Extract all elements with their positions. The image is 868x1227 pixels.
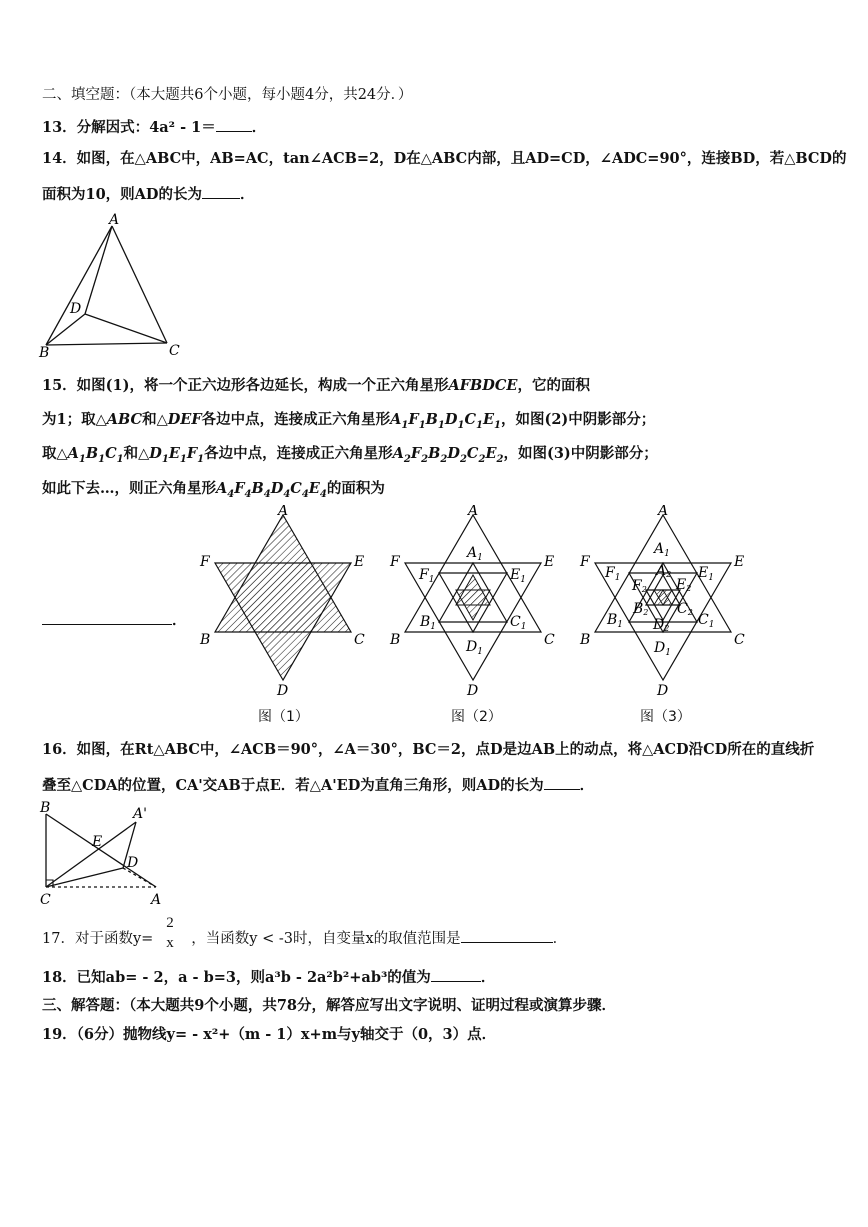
label-a: A — [658, 505, 669, 519]
question-15-line3: 取$\triangle A_1B_1C_1$和$\triangle D_1E_1F_1$各边中点，连接成正六角星形$A_2F_2B_2D_2C_2E_2$，如图(3)中阴影部分； — [42, 445, 658, 465]
question-14-line2: 面积为10，则AD的长为 ． — [42, 186, 255, 203]
label-e1: $E_1$ — [698, 565, 714, 583]
label-e1: $E_1$ — [510, 567, 526, 585]
label-d1: $D_1$ — [654, 640, 671, 658]
label-f: F — [390, 554, 400, 570]
label-f1: $F_1$ — [605, 565, 621, 583]
label-b: B — [40, 800, 51, 816]
label-a: A — [468, 505, 479, 519]
section-3-heading: 三、解答题：（本大题共9个小题，共78分，解答应写出文字说明、证明过程或演算步骤． — [42, 997, 617, 1014]
label-b: B — [200, 632, 211, 648]
label-b2: B2 — [633, 601, 649, 617]
answer-blank — [461, 928, 553, 943]
label-c2: C2 — [677, 601, 693, 617]
label-a2: A2 — [656, 563, 672, 579]
label-c: C — [544, 632, 555, 648]
label-d: D — [127, 855, 139, 871]
label-a1: $A_1$ — [467, 545, 483, 563]
caption-figure-3: 图（3） — [640, 709, 691, 725]
q15-figure-2 — [386, 505, 566, 700]
label-a: A — [151, 892, 162, 908]
answer-blank — [216, 117, 252, 132]
q14-triangle-figure — [36, 210, 186, 360]
question-18: 18．已知ab= - 2，a - b=3，则a³b - 2a²b²+ab³的值为 ． — [42, 969, 496, 986]
label-d: D — [657, 683, 669, 699]
label-d1: $D_1$ — [466, 639, 483, 657]
question-14-line1: 14．如图，在△ABC中，AB=AC，tan∠ACB=2，D在△ABC内部，且AD=CD，∠ADC=90°，连接BD，若△BCD的 — [42, 150, 847, 167]
segment-bd — [46, 314, 85, 345]
segment-cd — [46, 868, 123, 887]
section-2-heading: 二、填空题：（本大题共6个小题，每小题4分，共24分．） — [42, 87, 413, 103]
question-15-line4: 如此下去…，则正六角星形$A_4F_4B_4D_4C_4E_4$的面积为 — [42, 480, 385, 500]
label-a1: $A_1$ — [654, 541, 670, 559]
label-d: D — [467, 683, 479, 699]
label-a: A — [278, 505, 289, 519]
side-ab — [46, 814, 156, 887]
answer-blank — [202, 184, 240, 199]
q15-figure-3 — [576, 505, 756, 700]
label-b1: $B_1$ — [420, 614, 437, 632]
label-d2: D2 — [653, 617, 670, 633]
answer-blank — [544, 775, 580, 790]
question-16-line2: 叠至△CDA的位置，CA'交AB于点E．若△A'ED为直角三角形，则AD的长为 ． — [42, 777, 595, 794]
answer-blank — [431, 967, 481, 982]
label-f1: $F_1$ — [419, 567, 435, 585]
fraction-2-over-x: 2 x — [166, 915, 174, 951]
label-f: F — [580, 554, 590, 570]
label-c1: $C_1$ — [510, 614, 527, 632]
label-c: C — [734, 632, 745, 648]
answer-blank — [42, 610, 172, 625]
label-f2: F2 — [632, 578, 647, 594]
label-b: B — [390, 632, 401, 648]
side-ac — [112, 226, 167, 343]
question-19: 19．（6分）抛物线y= - x²+（m - 1）x+m与y轴交于（0，3）点． — [42, 1026, 497, 1043]
label-b1: $B_1$ — [607, 612, 624, 630]
q16-fold-figure — [36, 798, 176, 913]
question-15-line1: 15．如图(1)，将一个正六边形各边延长，构成一个正六角星形AFBDCE，它的面积 — [42, 377, 590, 394]
question-15-answer-line: ． — [42, 610, 187, 630]
q15-figure-1 — [196, 505, 376, 700]
label-a-prime: A' — [133, 806, 147, 822]
label-e: E — [734, 554, 745, 570]
label-b: B — [39, 345, 50, 360]
caption-figure-1: 图（1） — [258, 709, 309, 725]
label-c: C — [354, 632, 365, 648]
label-e: E — [354, 554, 365, 570]
question-16-line1: 16．如图，在Rt△ABC中，∠ACB＝90°，∠A＝30°，BC＝2，点D是边AB上的动点，将△ACD沿CD所在的直线折 — [42, 741, 815, 758]
question-17: 17．对于函数y= ，当函数y < -3时，自变量x的取值范围是 ． — [42, 928, 567, 948]
label-c: C — [169, 343, 180, 359]
label-e2: E2 — [676, 577, 692, 593]
segment-ad — [85, 226, 112, 314]
label-b: B — [580, 632, 591, 648]
label-d: D — [277, 683, 289, 699]
label-e: E — [544, 554, 555, 570]
question-15-line2: 为1；取△ABC和△DEF各边中点，连接成正六角星形$A_1F_1B_1D_1C_1E_1$，如图(2)中阴影部分； — [42, 411, 656, 431]
caption-figure-2: 图（2） — [451, 709, 502, 725]
label-e: E — [92, 834, 103, 850]
label-c1: $C_1$ — [698, 612, 715, 630]
segment-ca-prime — [46, 822, 139, 887]
label-d: D — [70, 301, 82, 317]
side-bc — [46, 343, 167, 345]
label-a: A — [109, 212, 120, 228]
side-ab — [46, 226, 112, 345]
label-f: F — [200, 554, 210, 570]
label-c: C — [40, 892, 51, 908]
question-13: 13．分解因式：4a² - 1＝ ． — [42, 119, 267, 136]
